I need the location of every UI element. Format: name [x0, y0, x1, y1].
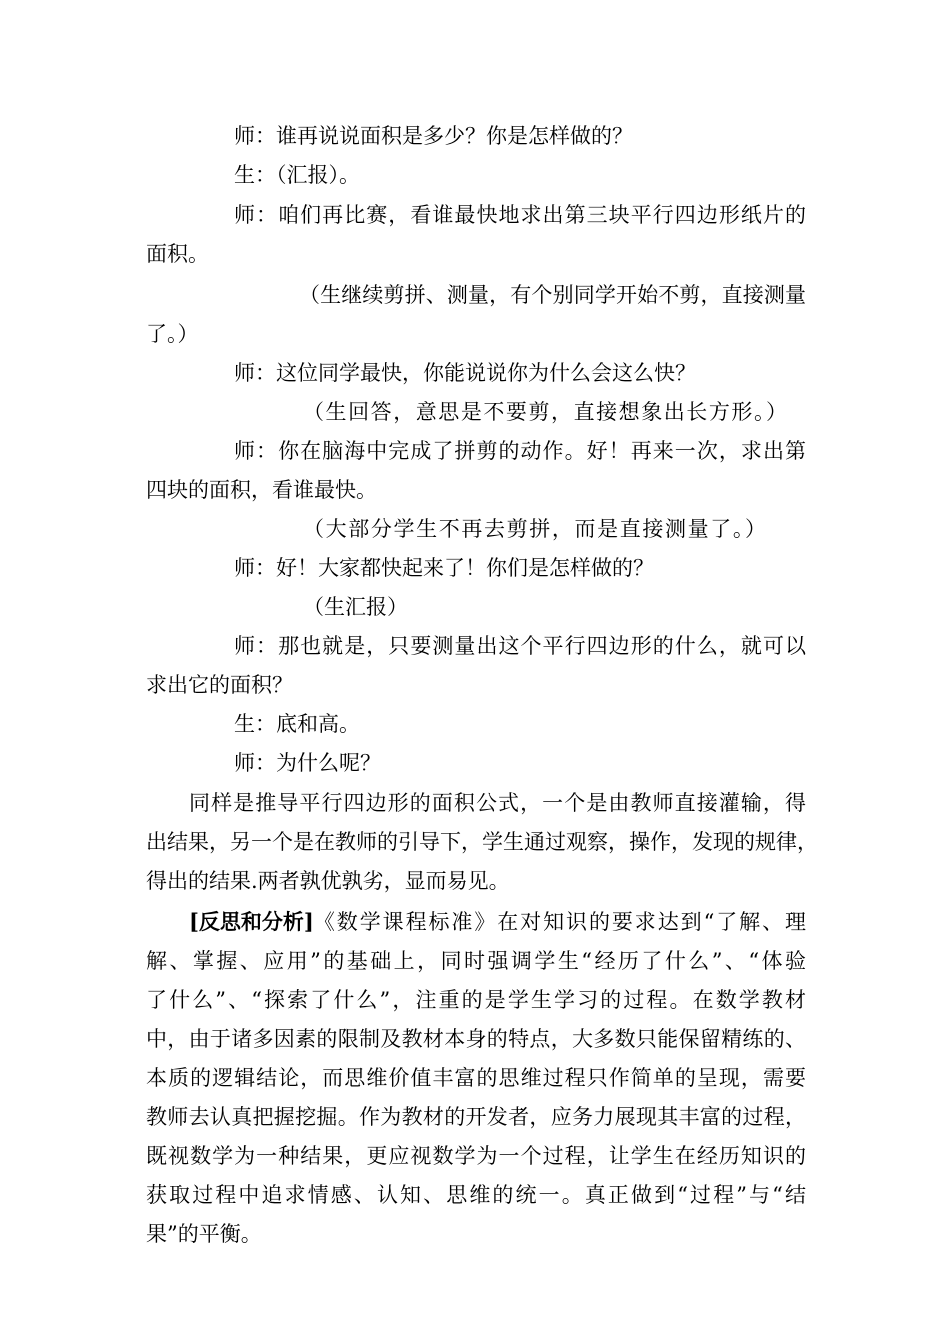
paragraph-line: 获取过程中追求情感、认知、思维的统一。真正做到“过程”与“结 [146, 1183, 806, 1207]
stage-direction: 了。） [146, 322, 199, 346]
dialogue-line: 师：这位同学最快，你能说说你为什么会这么快？ [234, 361, 696, 385]
paragraph-line: 解、掌握、应用”的基础上，同时强调学生“经历了什么”、“体验 [146, 949, 806, 973]
section-heading: [反思和分析] [189, 909, 314, 934]
stage-direction: （大部分学生不再去剪拼，而是直接测量了。） [303, 517, 766, 541]
stage-direction: （生回答，意思是不要剪，直接想象出长方形。） [303, 400, 787, 424]
dialogue-line: 师：谁再说说面积是多少？你是怎样做的？ [234, 124, 633, 148]
dialogue-line: 生：（汇报）。 [234, 163, 360, 187]
paragraph-line: 出结果，另一个是在教师的引导下，学生通过观察，操作，发现的规律， [146, 830, 818, 854]
stage-direction: （生汇报） [303, 595, 408, 619]
stage-direction: （生继续剪拼、测量，有个别同学开始不剪，直接测量 [299, 283, 806, 307]
dialogue-line: 生：底和高。 [234, 712, 360, 736]
dialogue-line: 求出它的面积？ [146, 673, 293, 697]
paragraph-line: 既视数学为一种结果，更应视数学为一个过程，让学生在经历知识的 [146, 1144, 806, 1168]
dialogue-line: 面积。 [146, 242, 209, 266]
paragraph-line: 得出的结果.两者孰优孰劣，显而易见。 [146, 869, 510, 893]
paragraph-line: 了什么”、“探索了什么”，注重的是学生学习的过程。在数学教材 [146, 988, 806, 1012]
dialogue-line: 师：为什么呢？ [234, 751, 381, 775]
dialogue-line: 师：那也就是，只要测量出这个平行四边形的什么，就可以 [234, 634, 806, 658]
dialogue-line: 四块的面积，看谁最快。 [146, 478, 377, 502]
paragraph-line: 果”的平衡。 [146, 1222, 262, 1246]
paragraph-line [189, 906, 806, 938]
dialogue-line: 师：你在脑海中完成了拼剪的动作。好！再来一次，求出第 [234, 439, 806, 463]
paragraph-line: 同样是推导平行四边形的面积公式，一个是由教师直接灌输，得 [189, 791, 806, 815]
paragraph-text: 《数学课程标准》在对知识的要求达到“了解、理 [313, 910, 806, 934]
paragraph-line: 中，由于诸多因素的限制及教材本身的特点，大多数只能保留精练的、 [146, 1027, 806, 1051]
paragraph-line: 本质的逻辑结论，而思维价值丰富的思维过程只作简单的呈现，需要 [146, 1066, 806, 1090]
dialogue-line: 师：好！大家都快起来了！你们是怎样做的？ [234, 556, 654, 580]
paragraph-line: 教师去认真把握挖掘。作为教材的开发者，应务力展现其丰富的过程， [146, 1105, 806, 1129]
dialogue-line: 师：咱们再比赛，看谁最快地求出第三块平行四边形纸片的 [234, 203, 806, 227]
